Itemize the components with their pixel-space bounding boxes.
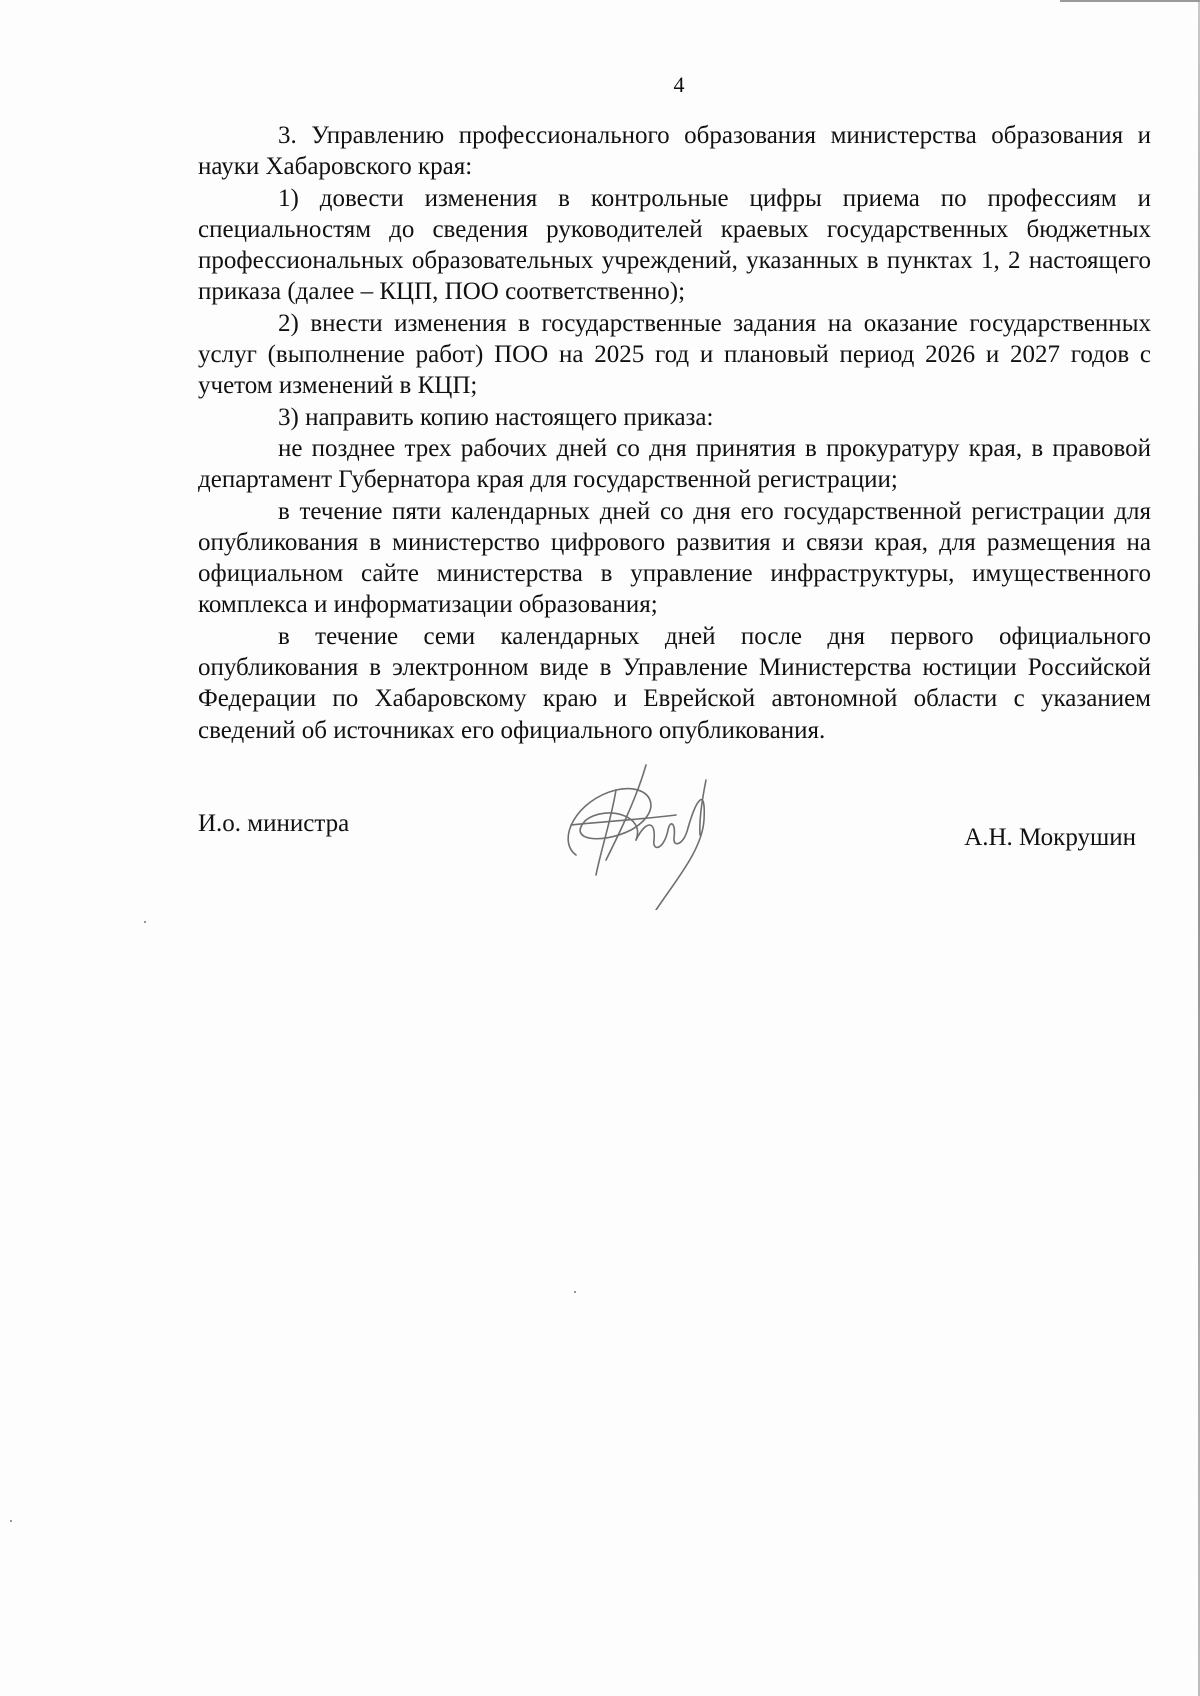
paragraph-recipient-justice-ministry: в течение семи календарных дней после дня первого официального опубликования в электронном виде в Управление Министерства юстиции Российской Федерации по Хабаровскому краю и Еврейской автономной области с указанием сведений об источниках его официального опубликования. [198,622,1151,744]
paragraph-recipient-digital-ministry: в течение пяти календарных дней со дня его государственной регистрации для опубликования в министерство цифрового развития и связи края, для размещения на официальном сайте министерства в управление инфраструктуры, имущественного комплекса и информатизации образования; [198,497,1151,619]
signatory-name: А.Н. Мокрушин [964,824,1136,851]
signatory-role: И.о. министра [198,810,350,837]
paragraph-subitem-1: 1) довести изменения в контрольные цифры приема по профессиям и специальностям до сведения руководителей краевых государственных бюджетных профессиональных образовательных учреждений, указанных в пунктах 1, 2 настоящего приказа (далее – КЦП, ПОО соответственно); [198,184,1151,306]
paragraph-recipient-prosecutor: не позднее трех рабочих дней со дня принятия в прокуратуру края, в правовой департамент Губернатора края для государственной регистрации; [198,434,1151,494]
page-number: 4 [673,72,685,97]
document-body [198,120,1151,746]
paragraph-item-3: 3. Управлению профессионального образования министерства образования и науки Хабаровского края: [198,122,1151,181]
paragraph-subitem-2: 2) внести изменения в государственные задания на оказание государственных услуг (выполнение работ) ПОО на 2025 год и плановый период 2026 и 2027 годов с учетом изменений в КЦП; [198,309,1151,400]
scan-edge-top [1060,0,1200,2]
handwritten-signature [556,760,746,910]
paragraph-subitem-3: 3) направить копию настоящего приказа: [278,403,714,431]
